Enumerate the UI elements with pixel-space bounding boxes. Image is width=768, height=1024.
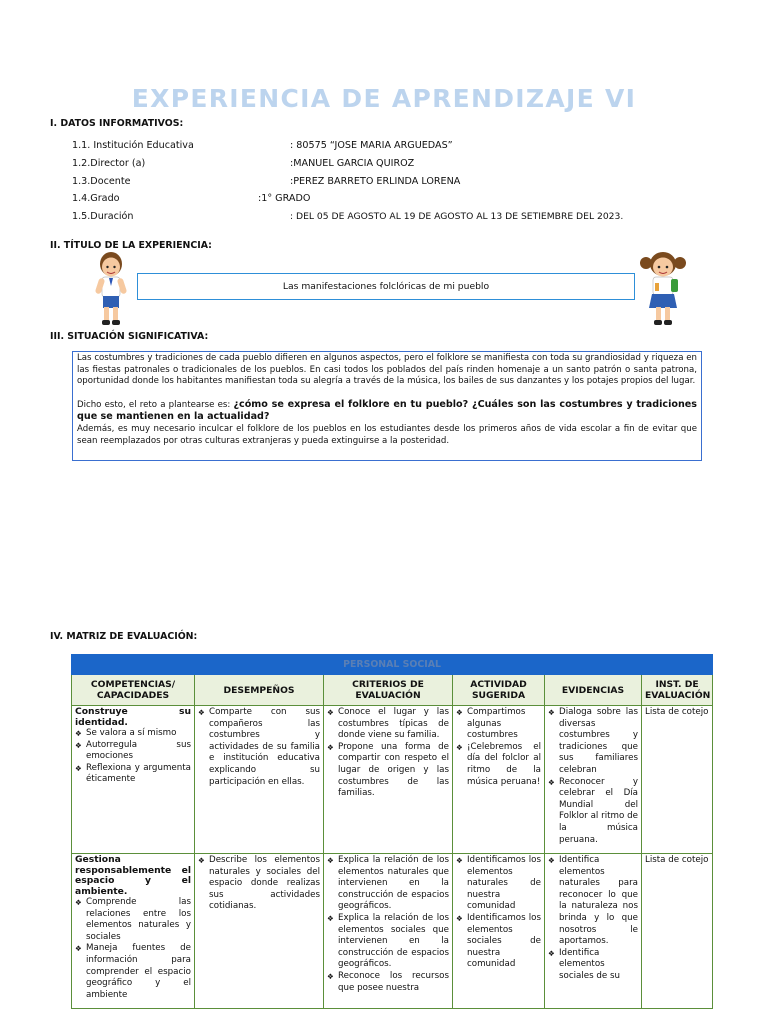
cell-competencia [72,706,195,854]
actividad-item: ❖ Identificamos los elementos naturales de nuestra comunidad [456,855,541,913]
desempeno-item: ❖ Describe los elementos naturales y sociales del espacio donde realizas sus actividades cotidianas. [198,855,320,913]
section-datos-heading: I. DATOS INFORMATIVOS: [50,118,184,129]
cell-competencia [72,854,195,1009]
situacion-box [72,351,702,461]
cell-desempenos [195,706,324,854]
situacion-paragraph-2: Además, es muy necesario inculcar el folklore de los pueblos en los estudiantes desde los primeros años de vida escolar a fin de evitar que sean reemplazados por otras culturas extranjeras y pueda extinguirse a la posteridad. [77,423,697,446]
criterio-item: ❖ Explica la relación de los elementos naturales que intervienen en la construcción de espacios geográficos. [327,855,449,913]
capacidad-item: ❖ Comprende las relaciones entre los elementos naturales y sociales [75,897,191,943]
info-label-duracion: 1.5.Duración [72,211,134,222]
info-label-docente: 1.3.Docente [72,176,131,187]
evidencia-item: ❖ Dialoga sobre las diversas costumbres y tradiciones que sus familiares celebran [548,707,638,777]
cell-evidencias [545,706,642,854]
evaluation-matrix [71,654,713,1009]
info-label-institucion: 1.1. Institución Educativa [72,140,194,151]
col-header-evidencias: EVIDENCIAS [545,675,642,706]
info-value-docente: :PEREZ BARRETO ERLINDA LORENA [290,176,461,187]
info-value-director: :MANUEL GARCIA QUIROZ [290,158,415,169]
criterio-item: ❖ Conoce el lugar y las costumbres típicas de donde viene su familia. [327,707,449,742]
criterio-item: ❖ Explica la relación de los elementos sociales que intervienen en la construcción de espacios geográficos. [327,913,449,971]
col-header-desempenos: DESEMPEÑOS [195,675,324,706]
table-row [72,706,713,854]
cell-actividades [453,706,545,854]
desempeno-item: ❖ Comparte con sus compañeros las costumbres y actividades de su familia e institución educativa explicando su participación en ellas. [198,707,320,788]
col-header-competencias: COMPETENCIAS/ CAPACIDADES [72,675,195,706]
capacidad-item: ❖ Maneja fuentes de información para comprender el espacio geográfico y el ambiente [75,943,191,1001]
section-matriz-heading: IV. MATRIZ DE EVALUACIÓN: [50,631,198,642]
challenge-intro: Dicho esto, el reto a plantearse es: [77,399,234,410]
cell-evidencias [545,854,642,1009]
capacidad-item: ❖ Reflexiona y argumenta éticamente [75,763,191,786]
competencia-title: Construye su identidad. [75,706,191,728]
girl-illustration [637,250,689,330]
cell-actividades [453,854,545,1009]
capacidad-item: ❖ Autorregula sus emociones [75,740,191,763]
col-header-actividad: ACTIVIDAD SUGERIDA [453,675,545,706]
challenge-question: ¿cómo se expresa el folklore en tu pueblo? ¿Cuáles son las costumbres y tradiciones que se mantienen en la actualidad? [77,398,697,423]
col-header-criterios: CRITERIOS DE EVALUACIÓN [324,675,453,706]
experience-title-text: Las manifestaciones folclóricas de mi pueblo [282,281,490,292]
section-situacion-heading: III. SITUACIÓN SIGNIFICATIVA: [50,331,209,342]
capacidad-item: ❖ Se valora a sí mismo [75,728,191,740]
cell-instrumento: Lista de cotejo [642,854,713,1009]
experience-title-box [137,273,635,300]
col-header-instrumento: INST. DE EVALUACIÓN [642,675,713,706]
evidencia-item: ❖ Identifica elementos naturales para reconocer lo que la naturaleza nos brinda y lo que nosotros le aportamos. [548,855,638,948]
info-value-grado: :1° GRADO [258,193,311,204]
situacion-challenge [77,399,697,424]
area-header: PERSONAL SOCIAL [72,655,713,675]
cell-desempenos [195,854,324,1009]
section-titulo-heading: II. TÍTULO DE LA EXPERIENCIA: [50,240,212,251]
criterio-item: ❖ Reconoce los recursos que posee nuestra [327,971,449,994]
cell-instrumento: Lista de cotejo [642,706,713,854]
actividad-item: ❖ ¡Celebremos el día del folclor al ritmo de la música peruana! [456,742,541,788]
info-value-duracion: : DEL 05 DE AGOSTO AL 19 DE AGOSTO AL 13 DE SETIEMBRE DEL 2023. [290,211,624,222]
evidencia-item: ❖ Reconocer y celebrar el Día Mundial del Folklor al ritmo de la música peruana. [548,777,638,847]
info-label-grado: 1.4.Grado [72,193,120,204]
info-value-institucion: : 80575 “JOSE MARIA ARGUEDAS” [290,140,453,151]
document-title: EXPERIENCIA DE APRENDIZAJE VI [131,84,637,113]
cell-criterios [324,854,453,1009]
criterio-item: ❖ Propone una forma de compartir con respeto el lugar de origen y las costumbres de las familias. [327,742,449,800]
evidencia-item: ❖ Identifica elementos sociales de su [548,948,638,983]
table-row [72,854,713,1009]
info-label-director: 1.2.Director (a) [72,158,146,169]
situacion-paragraph-1: Las costumbres y tradiciones de cada pueblo difieren en algunos aspectos, pero el folklore se manifiesta con toda su grandiosidad y riqueza en las fiestas patronales o tradicionales de los pueblos. En casi todos los poblados del país rinden homenaje a un santo patrón o santa patrona, oportunidad donde los habitantes manifiestan toda su alegría a través de la música, los bailes de sus danzantes y los potajes propios del lugar. [77,353,697,387]
actividad-item: ❖ Compartimos algunas costumbres [456,707,541,742]
competencia-title: Gestiona responsablemente el espacio y el ambiente. [75,854,191,897]
actividad-item: ❖ Identificamos los elementos sociales de nuestra comunidad [456,913,541,971]
boy-illustration [88,250,134,330]
cell-criterios [324,706,453,854]
